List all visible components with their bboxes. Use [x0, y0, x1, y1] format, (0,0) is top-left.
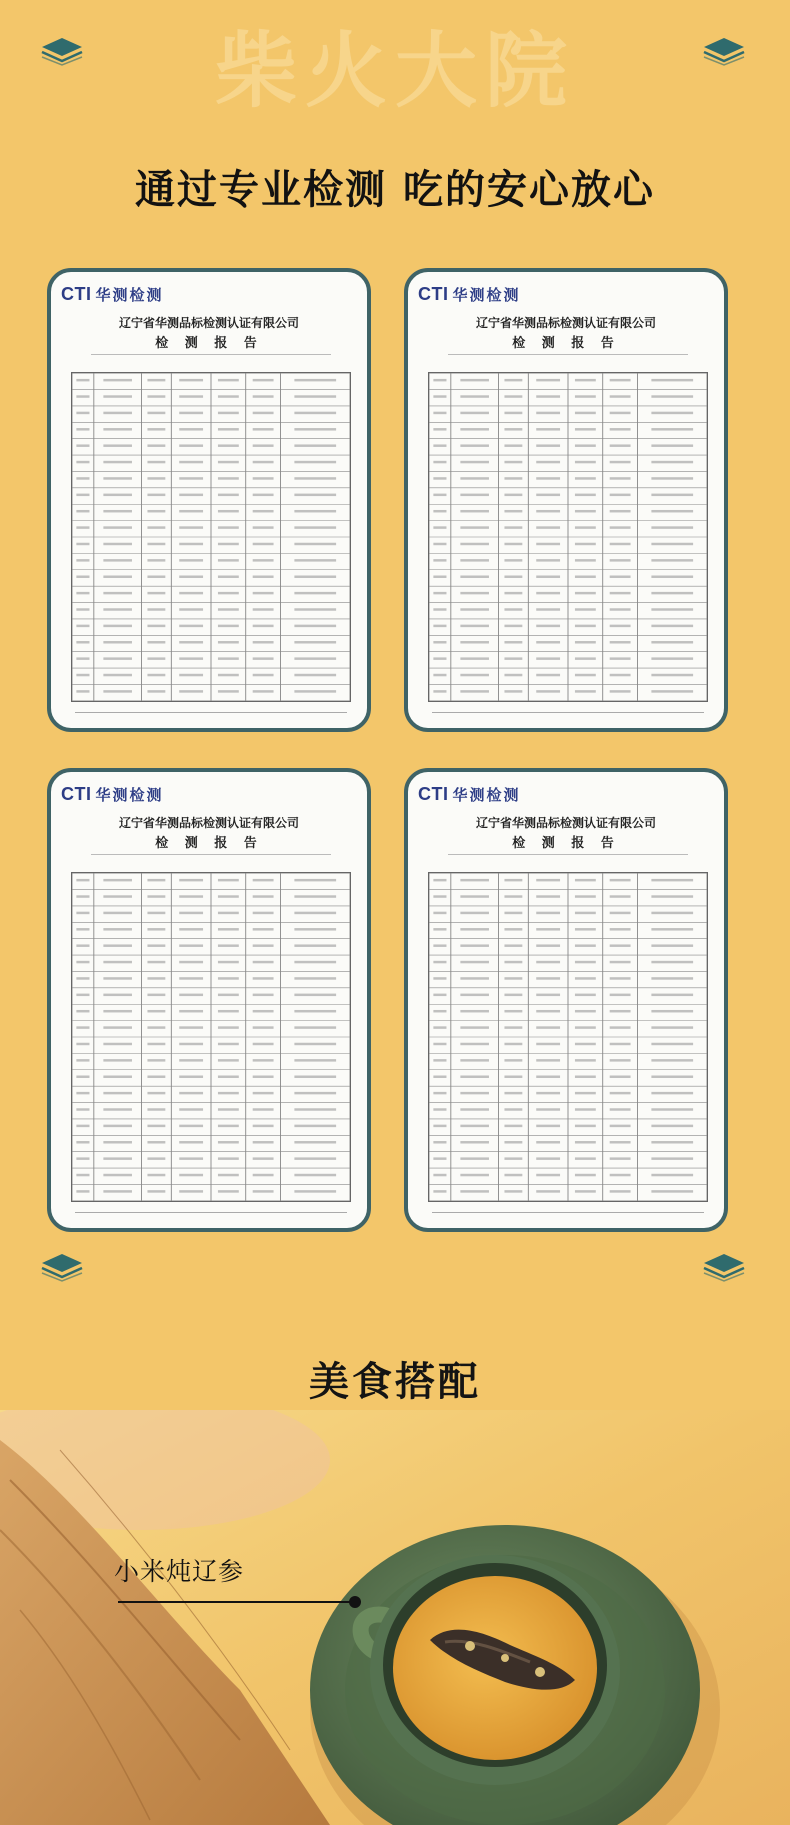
report-meta-line — [448, 854, 688, 859]
label-leader-dot — [349, 1596, 361, 1608]
label-leader-line — [118, 1601, 354, 1603]
cti-logo: CTI 华测检测 — [61, 284, 164, 304]
report-table — [71, 872, 351, 1202]
stack-layers-icon — [702, 36, 746, 66]
report-company: 辽宁省华测品标检测认证有限公司 — [475, 316, 656, 330]
section-title: 美食搭配 — [309, 1359, 481, 1405]
brand-watermark: 柴火大院 — [214, 24, 575, 119]
test-report-card[interactable] — [47, 768, 371, 1232]
report-meta-line — [448, 354, 688, 359]
report-meta-line — [91, 854, 331, 859]
report-footer-line — [75, 712, 347, 716]
dish-label: 小米炖辽参 — [114, 1557, 245, 1586]
test-report-card[interactable] — [404, 768, 728, 1232]
food-photo — [0, 1410, 790, 1825]
report-footer-line — [432, 712, 704, 716]
report-title: 检 测 报 告 — [512, 836, 620, 851]
report-footer-line — [75, 1212, 347, 1216]
report-company: 辽宁省华测品标检测认证有限公司 — [475, 816, 656, 830]
report-company: 辽宁省华测品标检测认证有限公司 — [118, 816, 299, 830]
report-table — [428, 372, 708, 702]
report-meta-line — [91, 354, 331, 359]
cti-logo: CTI 华测检测 — [418, 784, 521, 804]
report-table — [428, 872, 708, 1202]
report-title: 检 测 报 告 — [512, 336, 620, 351]
report-title: 检 测 报 告 — [155, 336, 263, 351]
cti-logo: CTI 华测检测 — [61, 784, 164, 804]
stack-layers-icon — [40, 1252, 84, 1282]
report-title: 检 测 报 告 — [155, 836, 263, 851]
cti-logo: CTI 华测检测 — [418, 284, 521, 304]
stack-layers-icon — [40, 36, 84, 66]
test-report-card[interactable] — [404, 268, 728, 732]
stack-layers-icon — [702, 1252, 746, 1282]
headline: 通过专业检测 吃的安心放心 — [135, 167, 655, 213]
report-table — [71, 372, 351, 702]
report-company: 辽宁省华测品标检测认证有限公司 — [118, 316, 299, 330]
test-report-card[interactable] — [47, 268, 371, 732]
report-footer-line — [432, 1212, 704, 1216]
